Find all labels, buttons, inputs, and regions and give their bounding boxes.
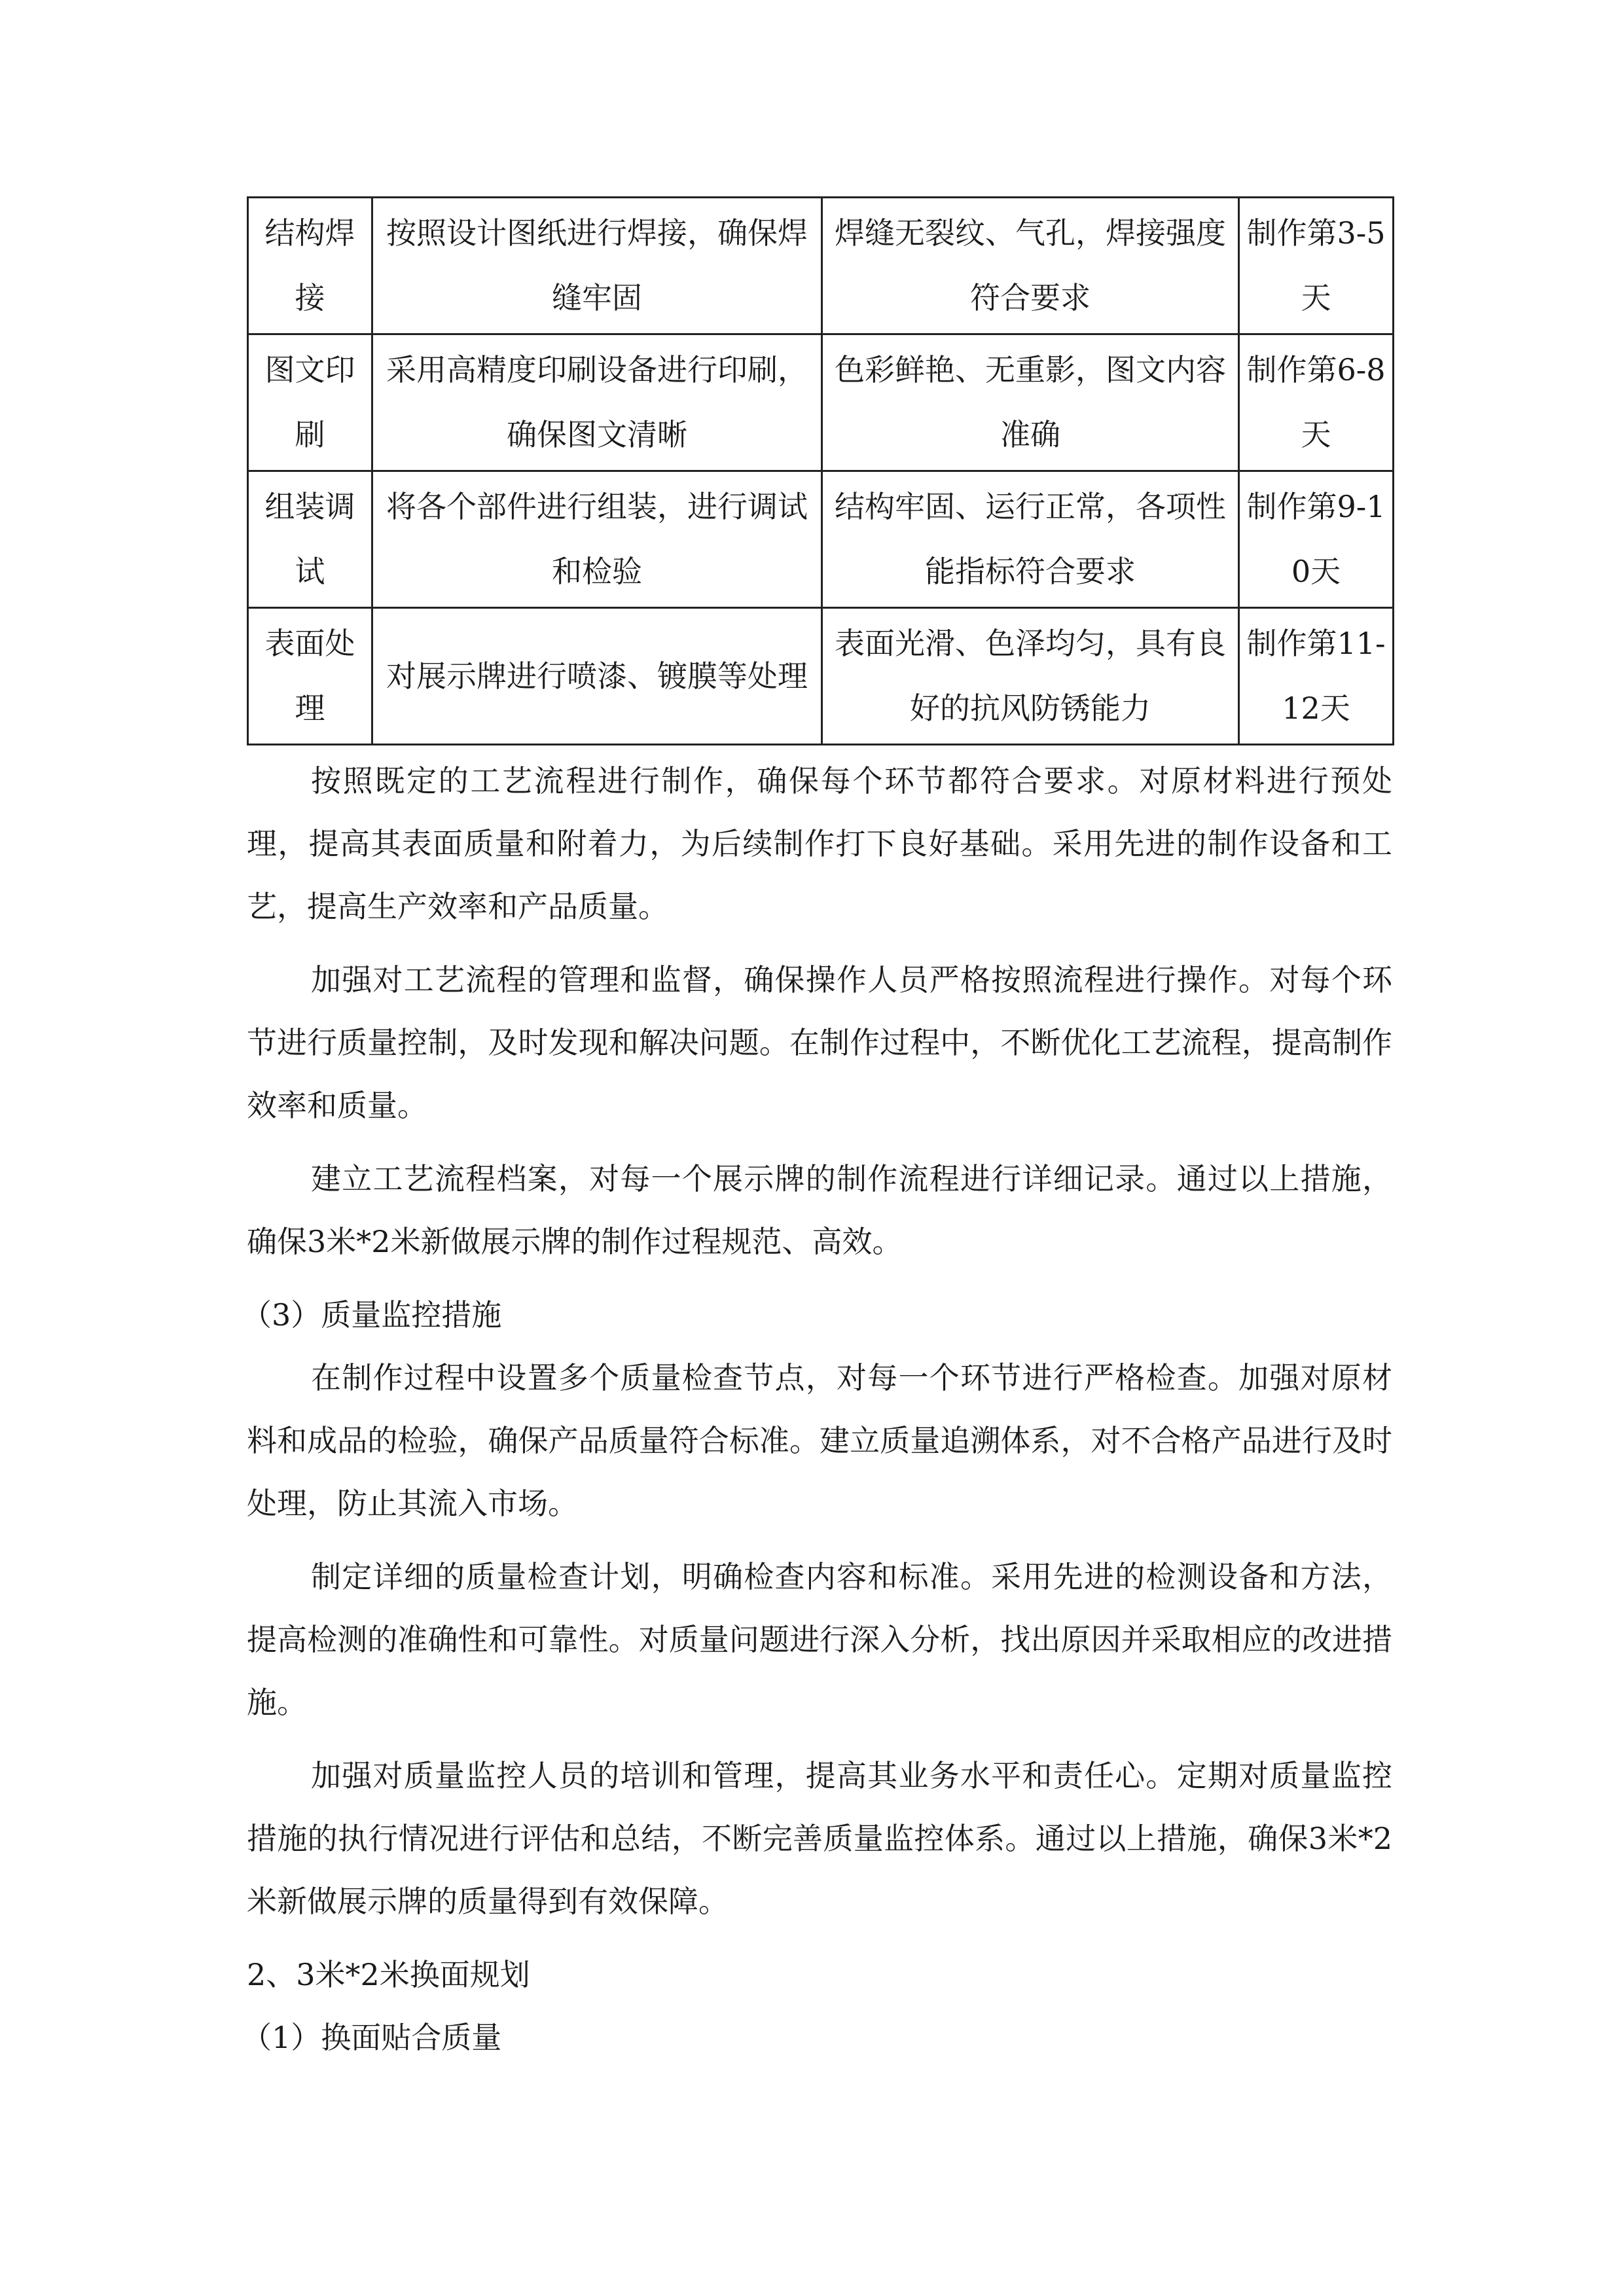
cell-content: 采用高精度印刷设备进行印刷，确保图文清晰: [372, 334, 822, 471]
table-row: [248, 608, 1394, 745]
cell-standard: 焊缝无裂纹、气孔，焊接强度符合要求: [822, 198, 1239, 334]
table-row: [248, 334, 1394, 471]
body-paragraph: 建立工艺流程档案，对每一个展示牌的制作流程进行详细记录。通过以上措施，确保3米*2米新做展示牌的制作过程规范、高效。: [247, 1161, 1392, 1259]
table-row: [248, 471, 1394, 608]
subsection-heading-1: （1）换面贴合质量: [242, 2020, 502, 2055]
cell-time: 制作第11-12天: [1239, 608, 1394, 745]
quality-paragraphs: [247, 1346, 1392, 1933]
cell-content: 按照设计图纸进行焊接，确保焊缝牢固: [372, 198, 822, 334]
body-paragraph: 加强对工艺流程的管理和监督，确保操作人员严格按照流程进行操作。对每个环节进行质量控制，及时发现和解决问题。在制作过程中，不断优化工艺流程，提高制作效率和质量。: [247, 962, 1392, 1123]
process-paragraphs: [247, 749, 1392, 1273]
cell-step: 结构焊接: [248, 198, 372, 334]
cell-standard: 色彩鲜艳、无重影，图文内容准确: [822, 334, 1239, 471]
table-row: [248, 198, 1394, 334]
cell-time: 制作第3-5天: [1239, 198, 1394, 334]
body-paragraph: 制定详细的质量检查计划，明确检查内容和标准。采用先进的检测设备和方法，提高检测的准确性和可靠性。对质量问题进行深入分析，找出原因并采取相应的改进措施。: [247, 1559, 1392, 1720]
cell-step: 表面处理: [248, 608, 372, 745]
document-page: [242, 196, 1392, 2069]
body-paragraph: 在制作过程中设置多个质量检查节点，对每一个环节进行严格检查。加强对原材料和成品的检验，确保产品质量符合标准。建立质量追溯体系，对不合格产品进行及时处理，防止其流入市场。: [247, 1360, 1392, 1521]
cell-content: 将各个部件进行组装，进行调试和检验: [372, 471, 822, 608]
process-table: [247, 196, 1394, 745]
cell-standard: 表面光滑、色泽均匀，具有良好的抗风防锈能力: [822, 608, 1239, 745]
section-heading-quality: （3）质量监控措施: [242, 1297, 502, 1333]
cell-standard: 结构牢固、运行正常，各项性能指标符合要求: [822, 471, 1239, 608]
body-paragraph: 加强对质量监控人员的培训和管理，提高其业务水平和责任心。定期对质量监控措施的执行情况进行评估和总结，不断完善质量监控体系。通过以上措施，确保3米*2米新做展示牌的质量得到有效保障。: [247, 1758, 1392, 1919]
body-paragraph: 按照既定的工艺流程进行制作，确保每个环节都符合要求。对原材料进行预处理，提高其表面质量和附着力，为后续制作打下良好基础。采用先进的制作设备和工艺，提高生产效率和产品质量。: [247, 763, 1392, 924]
section-heading-2: 2、3米*2米换面规划: [247, 1957, 530, 1992]
cell-step: 图文印刷: [248, 334, 372, 471]
cell-time: 制作第6-8天: [1239, 334, 1394, 471]
cell-step: 组装调试: [248, 471, 372, 608]
cell-content: 对展示牌进行喷漆、镀膜等处理: [372, 608, 822, 745]
cell-time: 制作第9-10天: [1239, 471, 1394, 608]
